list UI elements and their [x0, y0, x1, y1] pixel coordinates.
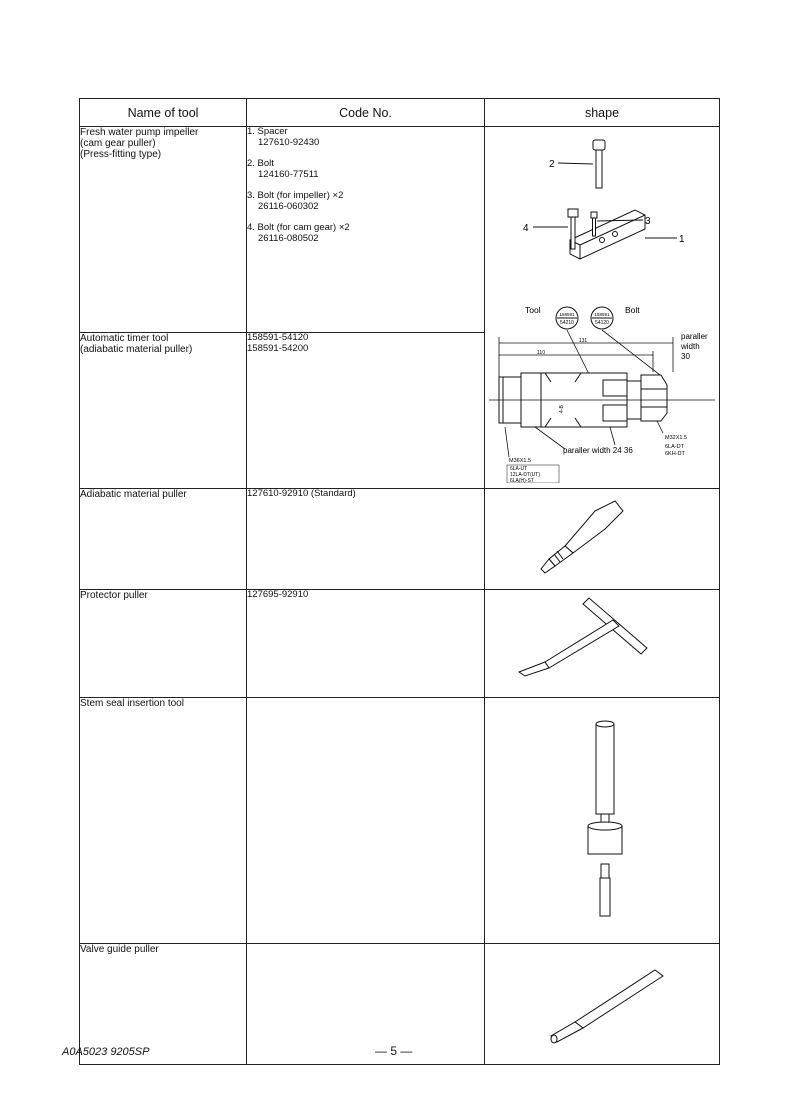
svg-text:4: 4 [523, 223, 529, 234]
tool-name: Automatic timer tool (adiabatic material puller) [80, 333, 247, 489]
valve-guide-puller-drawing [485, 944, 720, 1059]
svg-text:3: 3 [645, 216, 651, 227]
table-row [80, 698, 720, 944]
svg-text:Tool: Tool [525, 305, 541, 315]
header-shape: shape [485, 99, 720, 127]
svg-text:Bolt: Bolt [625, 305, 640, 315]
shape-cell [485, 489, 720, 590]
table-row [80, 590, 720, 698]
shape-cell [485, 698, 720, 944]
svg-text:6LA(H)-ST: 6LA(H)-ST [510, 478, 534, 483]
svg-text:110: 110 [537, 350, 545, 356]
tool-name: Protector puller [80, 590, 247, 698]
svg-text:paraller width 24 36: paraller width 24 36 [563, 446, 633, 455]
shape-cell [485, 590, 720, 698]
protector-puller-drawing [485, 590, 720, 692]
tool-name: Stem seal insertion tool [80, 698, 247, 944]
code-cell: 1. Spacer 127610-92430 2. Bolt 124160-77511 3. Bolt (for impeller) ×2 26116-060302 4. Bolt (for cam gear) ×2 26116-080502 [247, 127, 485, 333]
svg-text:M32X1.5: M32X1.5 [665, 435, 688, 441]
shape-cell [485, 127, 720, 489]
impeller-puller-and-timer-tool-drawing [485, 127, 720, 483]
svg-text:6LA-UT: 6LA-UT [510, 466, 528, 472]
document-id: A0A5023 9205SP [62, 1046, 150, 1058]
tool-name: Adiabatic material puller [80, 489, 247, 590]
header-code: Code No. [247, 99, 485, 127]
tools-table [79, 98, 720, 1065]
table-row [80, 489, 720, 590]
svg-text:54210: 54210 [560, 320, 574, 326]
page-number: — 5 — [375, 1044, 413, 1058]
svg-text:6LA-DT: 6LA-DT [665, 444, 684, 450]
code-cell: 127695-92910 [247, 590, 485, 698]
svg-text:54120: 54120 [595, 320, 609, 326]
adiabatic-puller-drawing [485, 489, 720, 584]
code-cell: 127610-92910 (Standard) [247, 489, 485, 590]
code-cell: 158591-54120 158591-54200 [247, 333, 485, 489]
svg-text:1: 1 [679, 234, 685, 245]
svg-text:6KH-DT: 6KH-DT [665, 451, 685, 457]
svg-text:158591: 158591 [594, 312, 610, 317]
svg-text:width: width [681, 342, 700, 351]
table-header-row [80, 99, 720, 127]
code-cell [247, 698, 485, 944]
svg-text:131: 131 [578, 338, 588, 344]
svg-text:30: 30 [681, 352, 690, 361]
svg-text:158591: 158591 [559, 312, 575, 317]
code-cell [247, 944, 485, 1065]
svg-text:paraller: paraller [681, 332, 708, 341]
svg-text:12LA-DT(UT): 12LA-DT(UT) [510, 472, 541, 478]
tool-name: Fresh water pump impeller (cam gear puller) (Press-fitting type) [80, 127, 247, 333]
table-row [80, 127, 720, 333]
svg-text:M36X1.5: M36X1.5 [509, 458, 532, 464]
header-name: Name of tool [80, 99, 247, 127]
shape-cell [485, 944, 720, 1065]
tool-name: Valve guide puller [80, 944, 247, 1065]
svg-text:4-B: 4-B [559, 405, 565, 413]
svg-text:2: 2 [549, 159, 555, 170]
stem-seal-tool-drawing [485, 698, 720, 938]
